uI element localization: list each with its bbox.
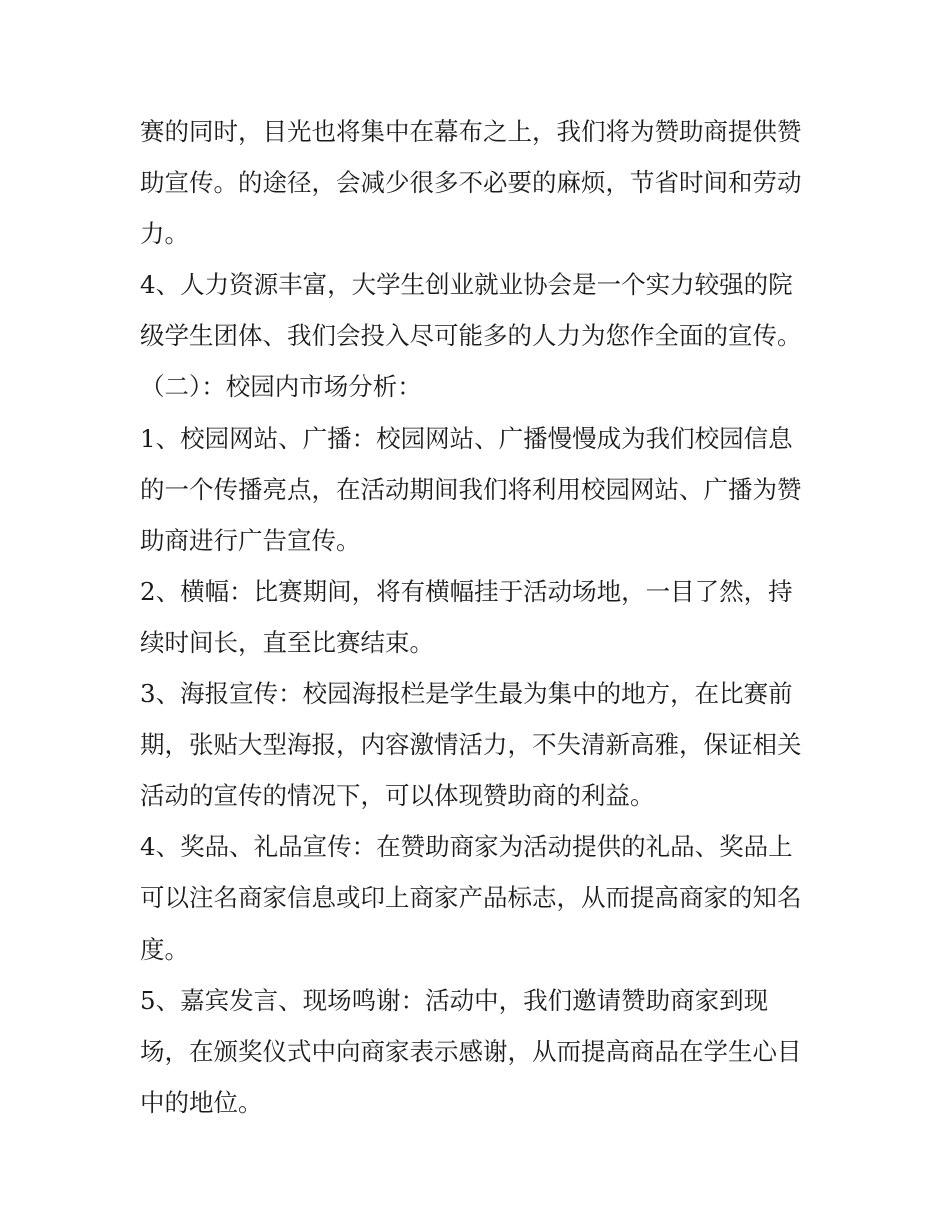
text-line: 可以注名商家信息或印上商家产品标志，从而提高商家的知名 — [140, 883, 802, 913]
text-line: 5、嘉宾发言、现场鸣谢：活动中，我们邀请赞助商家到现 — [140, 985, 769, 1015]
text-line: 活动的宣传的情况下，可以体现赞助商的利益。 — [140, 781, 655, 811]
text-line: 2、横幅：比赛期间，将有横幅挂于活动场地，一目了然，持 — [140, 576, 793, 606]
text-line: 期，张贴大型海报，内容激情活力，不失清新高雅，保证相关 — [140, 730, 802, 760]
text-line: 赛的同时，目光也将集中在幕布之上，我们将为赞助商提供赞 — [140, 117, 802, 146]
text-line: 续时间长，直至比赛结束。 — [140, 627, 434, 657]
text-line: 场，在颁奖仪式中向商家表示感谢，从而提高商品在学生心目 — [140, 1036, 802, 1066]
text-line: 力。 — [140, 219, 189, 249]
text-line: 度。 — [140, 934, 189, 964]
document-body — [140, 106, 820, 1128]
text-line: 4、奖品、礼品宣传：在赞助商家为活动提供的礼品、奖品上 — [140, 832, 793, 862]
text-line: 助宣传。的途径，会减少很多不必要的麻烦，节省时间和劳动 — [140, 168, 802, 198]
text-line: 级学生团体、我们会投入尽可能多的人力为您作全面的宣传。 — [140, 321, 802, 351]
section-heading: （二）：校园内市场分析： — [140, 372, 422, 402]
text-line: 1、校园网站、广播：校园网站、广播慢慢成为我们校园信息 — [140, 423, 793, 453]
text-line: 中的地位。 — [140, 1087, 263, 1117]
text-line: 助商进行广告宣传。 — [140, 525, 361, 555]
text-line: 的一个传播亮点，在活动期间我们将利用校园网站、广播为赞 — [140, 474, 802, 504]
text-line: 3、海报宣传：校园海报栏是学生最为集中的地方，在比赛前 — [140, 679, 793, 709]
text-line: 4、人力资源丰富，大学生创业就业协会是一个实力较强的院 — [140, 270, 793, 300]
